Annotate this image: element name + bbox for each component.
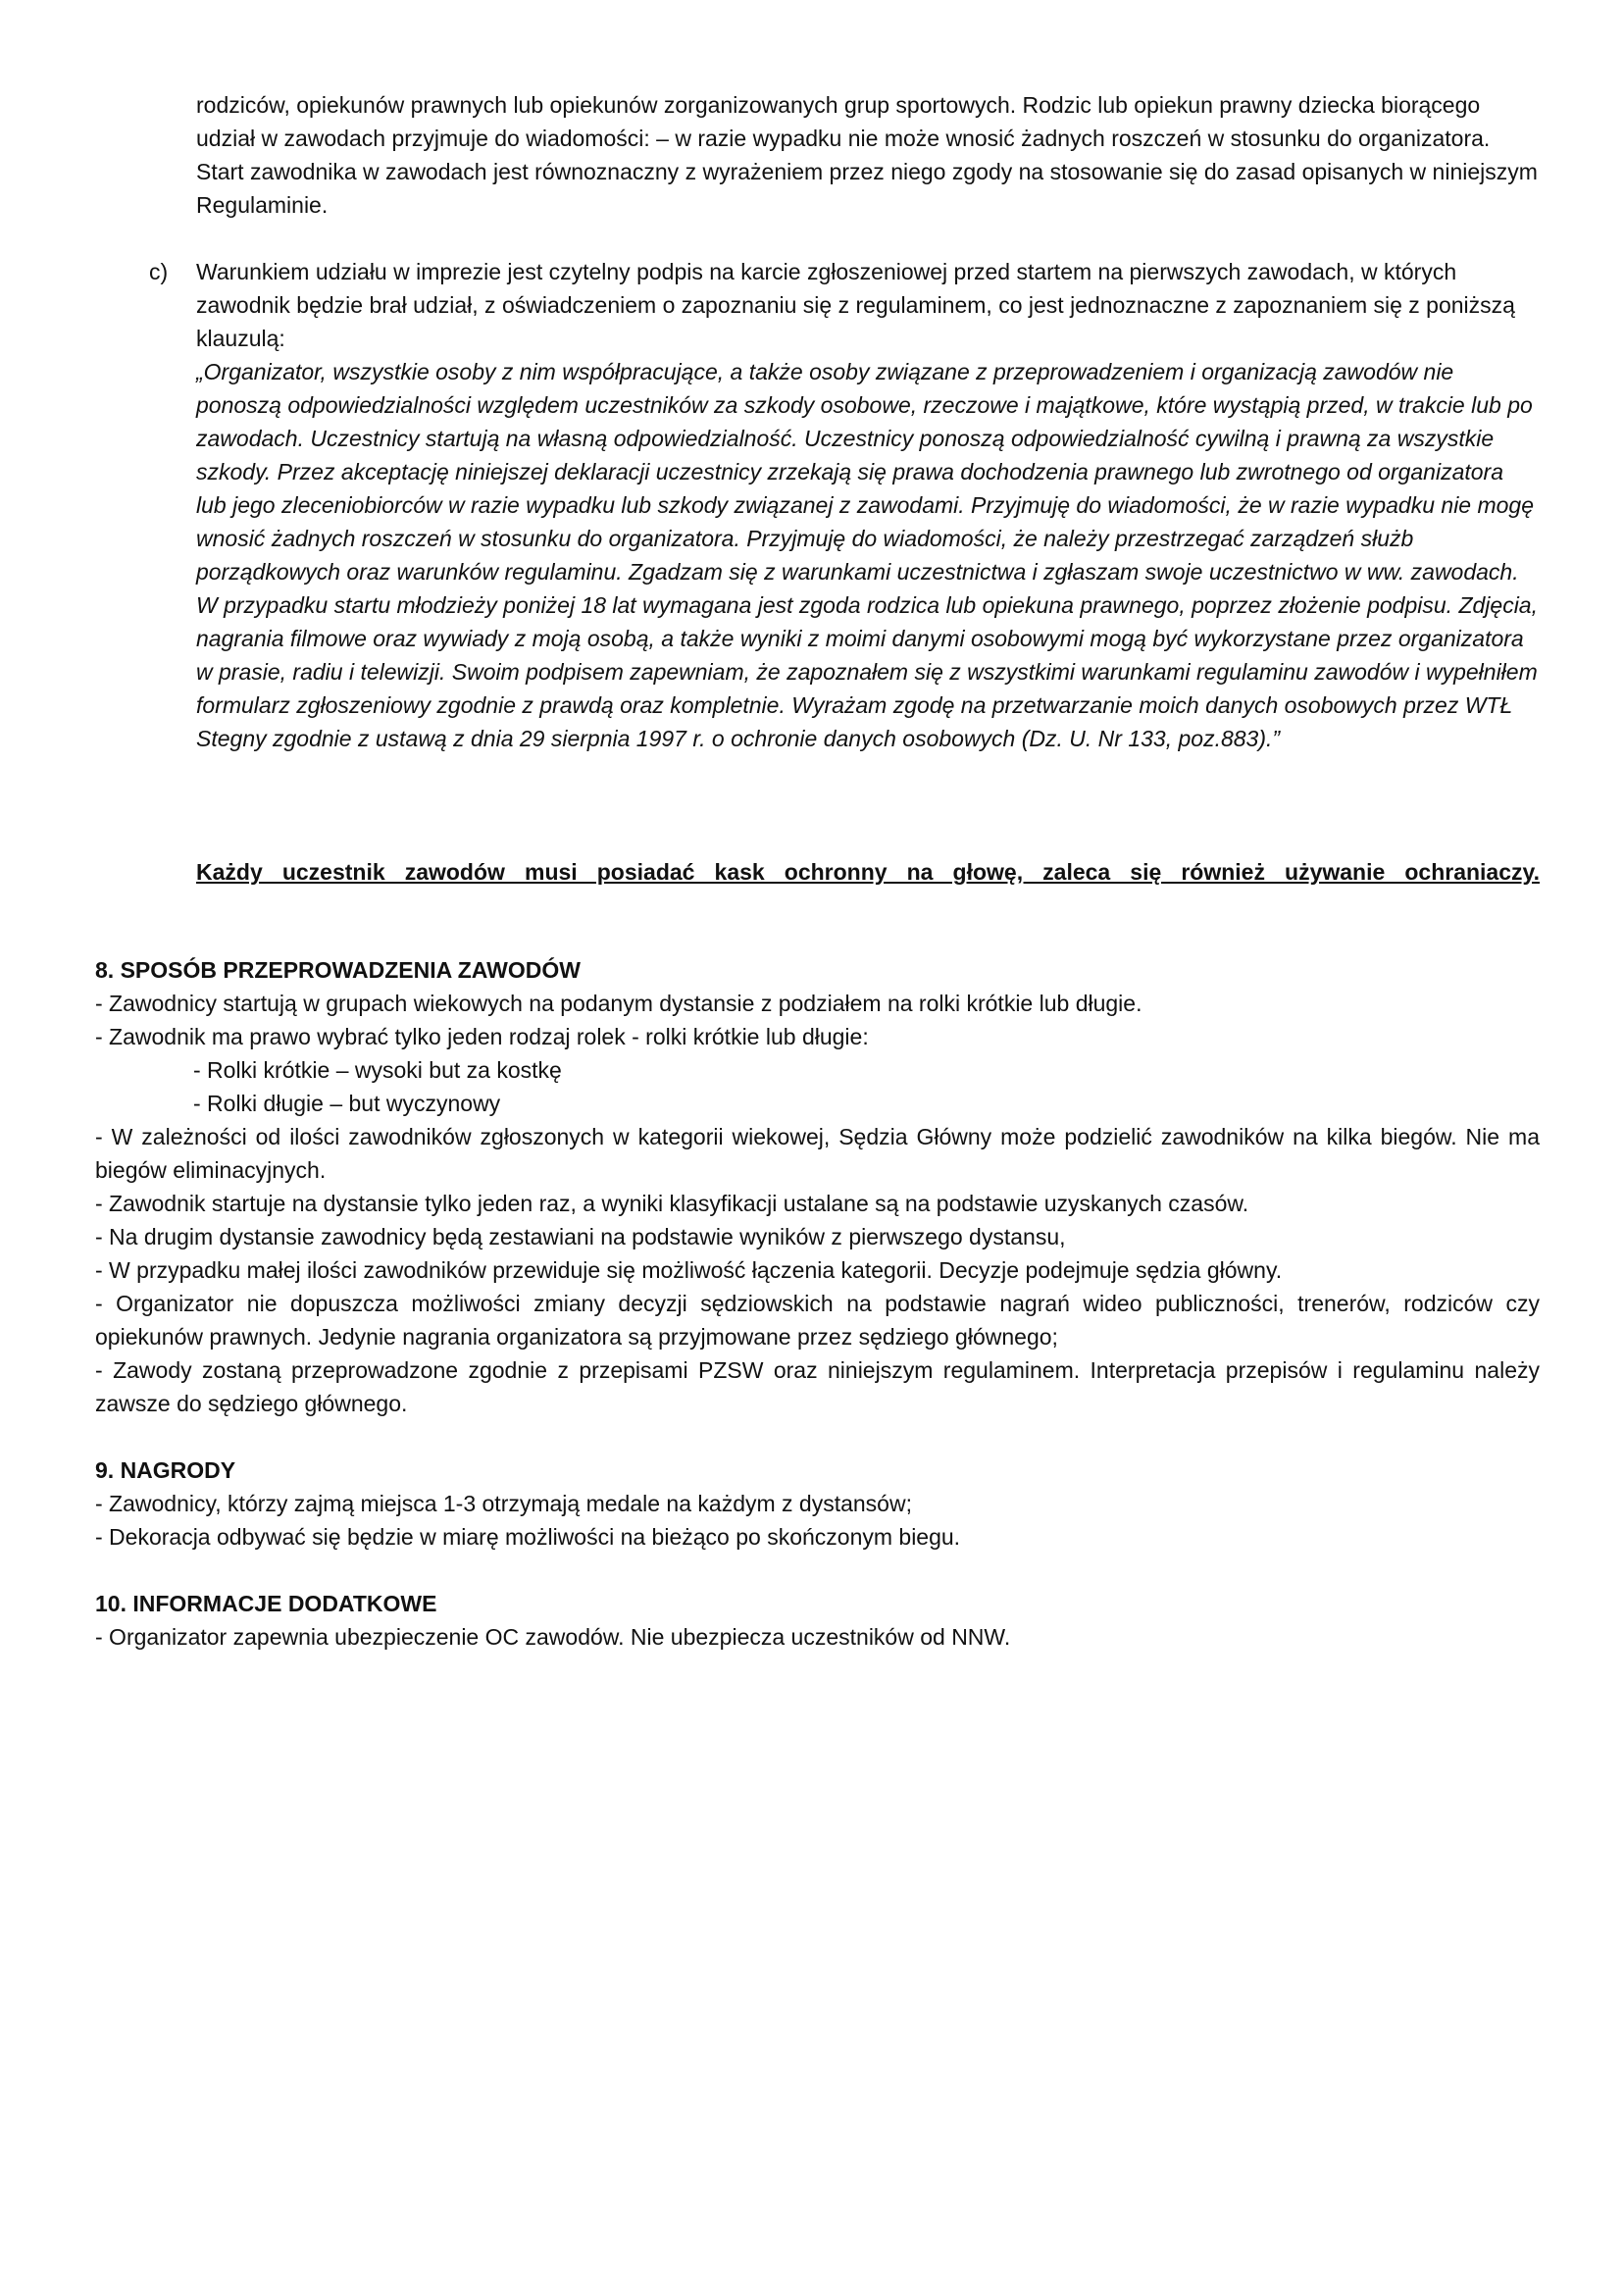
helmet-notice: Każdy uczestnik zawodów musi posiadać kask ochronny na głowę, zaleca się również używanie ochraniaczy.	[196, 859, 1540, 885]
section-line: - Zawodnicy startują w grupach wiekowych na podanym dystansie z podziałem na rolki krótkie lub długie.	[95, 991, 1142, 1016]
section-line: - Zawodnicy, którzy zajmą miejsca 1-3 otrzymają medale na każdym z dystansów;	[95, 1491, 912, 1516]
list-marker: c)	[149, 259, 169, 284]
section-line: - W zależności od ilości zawodników zgłoszonych w kategorii wiekowej, Sędzia Główny może podzielić zawodników na kilka biegów. Nie ma biegów eliminacyjnych.	[95, 1124, 1540, 1183]
section-8	[95, 953, 1540, 1420]
section-line: - Zawodnik ma prawo wybrać tylko jeden rodzaj rolek - rolki krótkie lub długie:	[95, 1024, 869, 1049]
intro-paragraph: rodziców, opiekunów prawnych lub opiekunów zorganizowanych grup sportowych. Rodzic lub opiekun prawny dziecka biorącego udział w zawodach przyjmuje do wiadomości: – w razie wypadku nie może wnosić żadnych roszczeń w stosunku do organizatora. Start zawodnika w zawodach jest równoznaczny z wyrażeniem przez niego zgody na stosowanie się do zasad opisanych w niniejszym Regulaminie.	[196, 92, 1538, 218]
section-line: - Na drugim dystansie zawodnicy będą zestawiani na podstawie wyników z pierwszego dystansu,	[95, 1224, 1066, 1249]
regulation-sections	[95, 953, 1540, 1687]
section-9	[95, 1453, 1540, 1554]
intro-paragraph-block	[196, 88, 1540, 222]
section-line: - Zawody zostaną przeprowadzone zgodnie z przepisami PZSW oraz niniejszym regulaminem. Interpretacja przepisów i regulaminu należy zawsze do sędziego głównego.	[95, 1357, 1540, 1416]
section-heading: 9. NAGRODY	[95, 1457, 236, 1483]
section-subline: - Rolki krótkie – wysoki but za kostkę	[193, 1057, 562, 1083]
section-heading: 10. INFORMACJE DODATKOWE	[95, 1591, 437, 1616]
section-line: - Organizator zapewnia ubezpieczenie OC zawodów. Nie ubezpiecza uczestników od NNW.	[95, 1624, 1011, 1650]
section-subline: - Rolki długie – but wyczynowy	[193, 1091, 501, 1116]
section-line: - Zawodnik startuje na dystansie tylko jeden raz, a wyniki klasyfikacji ustalane są na podstawie uzyskanych czasów.	[95, 1191, 1249, 1216]
section-line: - W przypadku małej ilości zawodników przewiduje się możliwość łączenia kategorii. Decyzje podejmuje sędzia główny.	[95, 1257, 1283, 1283]
section-line: - Organizator nie dopuszcza możliwości zmiany decyzji sędziowskich na podstawie nagrań wideo publiczności, trenerów, rodziców czy opiekunów prawnych. Jedynie nagrania organizatora są przyjmowane przez sędziego głównego;	[95, 1291, 1540, 1350]
list-item-c	[149, 255, 1540, 755]
participation-condition-text: Warunkiem udziału w imprezie jest czytelny podpis na karcie zgłoszeniowej przed startem na pierwszych zawodach, w których zawodnik będzie brał udział, z oświadczeniem o zapoznaniu się z regulaminem, co jest jednoznaczne z zapoznaniem się z poniższą klauzulą:	[196, 259, 1515, 351]
section-line: - Dekoracja odbywać się będzie w miarę możliwości na bieżąco po skończonym biegu.	[95, 1524, 961, 1550]
section-heading: 8. SPOSÓB PRZEPROWADZENIA ZAWODÓW	[95, 957, 581, 983]
list-item-body	[196, 255, 1540, 755]
section-10	[95, 1587, 1540, 1654]
liability-clause-quote: „Organizator, wszystkie osoby z nim współpracujące, a także osoby związane z przeprowadzeniem i organizacją zawodów nie ponoszą odpowiedzialności względem uczestników za szkody osobowe, rzeczowe i majątkowe, które wystąpią przed, w trakcie lub po zawodach. Uczestnicy startują na własną odpowiedzialność. Uczestnicy ponoszą odpowiedzialność cywilną i prawną za wszystkie szkody. Przez akceptację niniejszej deklaracji uczestnicy zrzekają się prawa dochodzenia prawnego lub zwrotnego od organizatora lub jego zleceniobiorców w razie wypadku lub szkody związanej z zawodami. Przyjmuję do wiadomości, że w razie wypadku nie mogę wnosić żadnych roszczeń w stosunku do organizatora. Przyjmuję do wiadomości, że należy przestrzegać zarządzeń służb porządkowych oraz warunków regulaminu. Zgadzam się z warunkami uczestnictwa i zgłaszam swoje uczestnictwo w ww. zawodach. W przypadku startu młodzieży poniżej 18 lat wymagana jest zgoda rodzica lub opiekuna prawnego, poprzez złożenie podpisu. Zdjęcia, nagrania filmowe oraz wywiady z moją osobą, a także wyniki z moimi danymi osobowymi mogą być wykorzystane przez organizatora w prasie, radiu i telewizji. Swoim podpisem zapewniam, że zapoznałem się z wszystkimi warunkami regulaminu zawodów i wypełniłem formularz zgłoszeniowy zgodnie z prawdą oraz kompletnie. Wyrażam zgodę na przetwarzanie moich danych osobowych przez WTŁ Stegny zgodnie z ustawą z dnia 29 sierpnia 1997 r. o ochronie danych osobowych (Dz. U. Nr 133, poz.883).”	[196, 359, 1538, 751]
